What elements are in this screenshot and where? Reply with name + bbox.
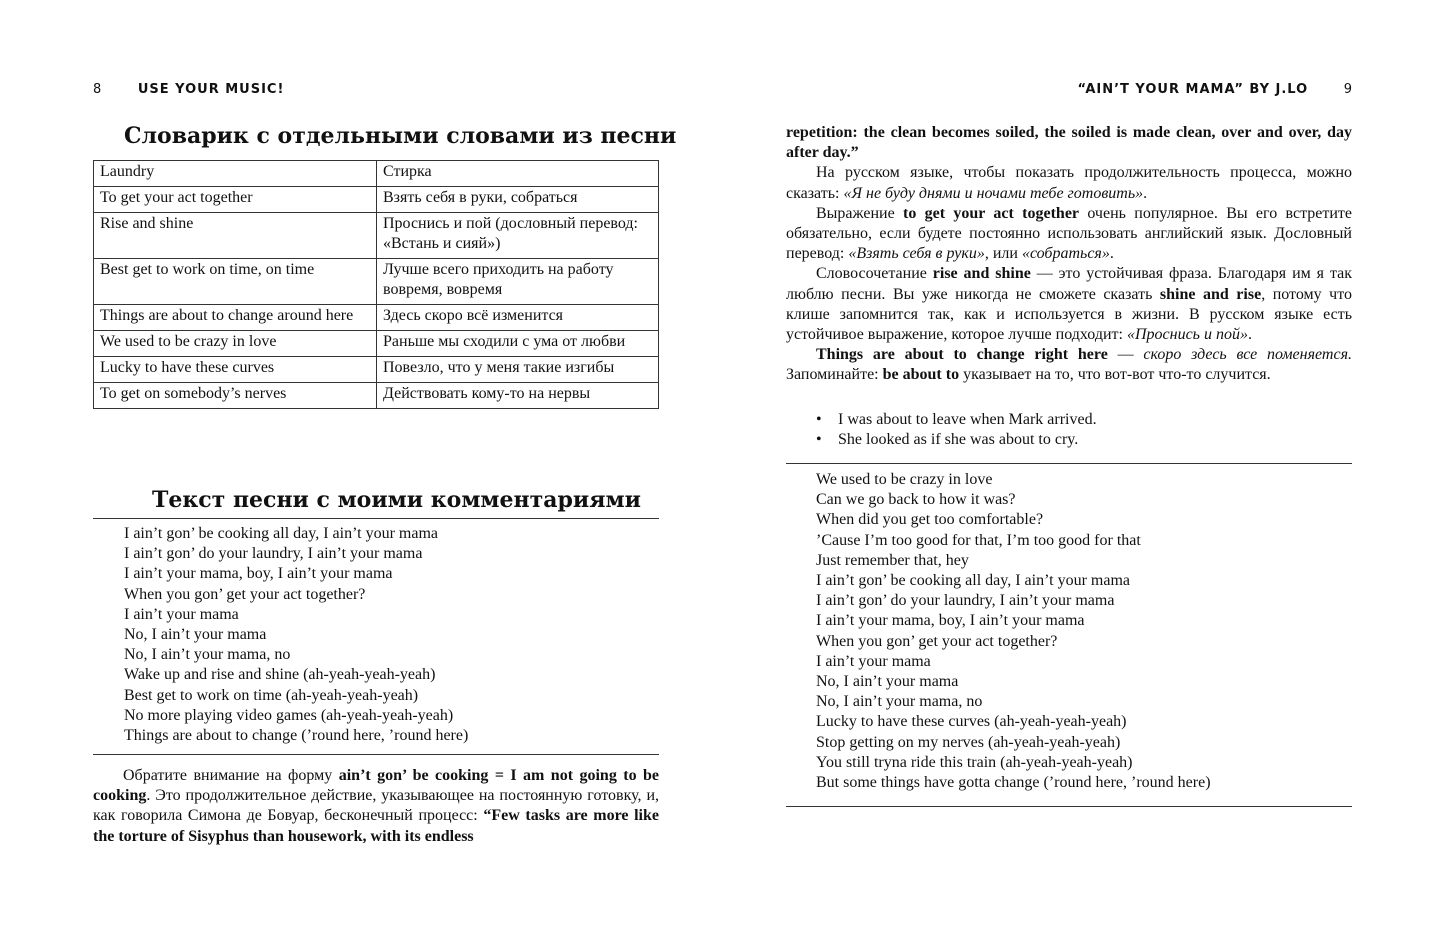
commentary-p4: Словосочетание rise and shine — это устойчивая фраза. Благодаря им я так люблю песни. Вы уже никогда не сможете сказать shine and rise, потому что клише запомнится так, как и используется в жизни. В русском языке есть устойчивое выражение, которое лучше подходит: «Проснись и пой». bbox=[786, 265, 1353, 344]
lyric-line: Things are about to change (’round here, ’round here) bbox=[124, 727, 469, 745]
page-number-left: 8 bbox=[93, 82, 103, 97]
left-page bbox=[0, 0, 722, 934]
vocab-table bbox=[93, 160, 659, 409]
vocab-russian: Действовать кому-то на нервы bbox=[377, 383, 659, 409]
vocab-row bbox=[94, 213, 659, 259]
lyric-line: When you gon’ get your act together? bbox=[124, 585, 366, 603]
lyric-line: ’Cause I’m too good for that, I’m too good for that bbox=[816, 531, 1141, 549]
lyric-line: No, I ain’t your mama, no bbox=[816, 693, 983, 711]
lyric-line: No more playing video games (ah-yeah-yeah-yeah) bbox=[124, 706, 454, 724]
lyric-line: I ain’t your mama bbox=[124, 605, 239, 623]
lyric-line: I ain’t your mama bbox=[816, 652, 931, 670]
lyric-line: I ain’t your mama, boy, I ain’t your mama bbox=[816, 612, 1085, 630]
vocab-row bbox=[94, 187, 659, 213]
vocab-english: Best get to work on time, on time bbox=[94, 259, 377, 305]
lyric-line: You still tryna ride this train (ah-yeah-yeah-yeah) bbox=[816, 753, 1133, 771]
right-page bbox=[722, 0, 1445, 934]
vocab-english: Things are about to change around here bbox=[94, 305, 377, 331]
vocab-english: Rise and shine bbox=[94, 213, 377, 259]
lyrics-block-left bbox=[124, 524, 468, 746]
vocab-row bbox=[94, 161, 659, 187]
lyric-line: No, I ain’t your mama bbox=[816, 673, 959, 691]
vocab-russian: Проснись и пой (дословный перевод: «Встань и сияй») bbox=[377, 213, 659, 259]
vocab-row bbox=[94, 383, 659, 409]
commentary-block bbox=[786, 123, 1352, 386]
commentary-p1: repetition: the clean becomes soiled, the soiled is made clean, over and over, day after day.” bbox=[786, 124, 1352, 162]
lyric-line: When you gon’ get your act together? bbox=[816, 632, 1058, 650]
lyric-line: I ain’t gon’ be cooking all day, I ain’t your mama bbox=[816, 572, 1130, 590]
right-running-head bbox=[1077, 82, 1353, 97]
lyric-line: I ain’t gon’ be cooking all day, I ain’t your mama bbox=[124, 525, 438, 542]
lyric-line: No, I ain’t your mama bbox=[124, 626, 267, 644]
lyric-line: When did you get too comfortable? bbox=[816, 511, 1044, 529]
vocab-row bbox=[94, 357, 659, 383]
comment-paragraph: Обратите внимание на форму ain’t gon’ be cooking = I am not going to be cooking. Это продолжительное действие, указывающее на постоянную готовку, и, как говорила Симона де Бовуар, бесконечный процесс: “Few tasks are more like the torture of Sisyphus than housework, with its endless bbox=[93, 767, 660, 845]
lyric-line: Can we go back to how it was? bbox=[816, 491, 1016, 509]
lyric-line: Lucky to have these curves (ah-yeah-yeah-yeah) bbox=[816, 713, 1127, 731]
lyric-line: Best get to work on time (ah-yeah-yeah-yeah) bbox=[124, 686, 419, 704]
vocab-english: To get on somebody’s nerves bbox=[94, 383, 377, 409]
page-number-right: 9 bbox=[1343, 82, 1353, 97]
vocab-russian: Повезло, что у меня такие изгибы bbox=[377, 357, 659, 383]
vocab-row bbox=[94, 331, 659, 357]
lyric-line: But some things have gotta change (’round here, ’round here) bbox=[816, 774, 1211, 792]
vocab-russian: Взять себя в руки, собраться bbox=[377, 187, 659, 213]
vocab-row bbox=[94, 259, 659, 305]
lyric-line: Stop getting on my nerves (ah-yeah-yeah-yeah) bbox=[816, 733, 1121, 751]
lyric-line: I ain’t gon’ do your laundry, I ain’t your mama bbox=[816, 592, 1115, 610]
lyrics-top-rule bbox=[93, 518, 659, 519]
vocab-english: We used to be crazy in love bbox=[94, 331, 377, 357]
lyric-line: No, I ain’t your mama, no bbox=[124, 646, 291, 664]
right-lyrics-bottom-rule bbox=[786, 806, 1352, 807]
vocab-row bbox=[94, 305, 659, 331]
lyrics-bottom-rule bbox=[93, 754, 659, 755]
running-title-right: “AIN’T YOUR MAMA” BY J.LO bbox=[1077, 82, 1309, 97]
vocab-english: Lucky to have these curves bbox=[94, 357, 377, 383]
vocab-russian: Лучше всего приходить на работу вовремя, вовремя bbox=[377, 259, 659, 305]
running-title-left: USE YOUR MUSIC! bbox=[137, 82, 285, 97]
vocab-english: To get your act together bbox=[94, 187, 377, 213]
commentary-p2: На русском языке, чтобы показать продолжительность процесса, можно сказать: «Я не буду днями и ночами тебе готовить». bbox=[786, 164, 1352, 202]
lyric-line: I ain’t gon’ do your laundry, I ain’t your mama bbox=[124, 545, 423, 563]
lyric-line: Wake up and rise and shine (ah-yeah-yeah-yeah) bbox=[124, 666, 436, 684]
commentary-p5: Things are about to change right here — скоро здесь все поменяется. Запоминайте: be about to указывает на то, что вот-вот что-то случится. bbox=[786, 346, 1353, 384]
vocab-russian: Стирка bbox=[377, 161, 659, 187]
vocab-russian: Раньше мы сходили с ума от любви bbox=[377, 331, 659, 357]
bullet-item: • She looked as if she was about to cry. bbox=[816, 430, 1097, 450]
vocab-heading: Словарик с отдельными словами из песни bbox=[124, 123, 677, 149]
example-bullet-list bbox=[816, 410, 1097, 450]
lyrics-heading: Текст песни с моими комментариями bbox=[152, 487, 641, 513]
vocab-english: Laundry bbox=[94, 161, 377, 187]
lyric-line: We used to be crazy in love bbox=[816, 471, 993, 488]
right-lyrics-top-rule bbox=[786, 463, 1352, 464]
lyric-line: I ain’t your mama, boy, I ain’t your mama bbox=[124, 565, 393, 583]
lyrics-block-right bbox=[816, 470, 1211, 793]
bullet-item: • I was about to leave when Mark arrived. bbox=[816, 410, 1097, 430]
lyric-line: Just remember that, hey bbox=[816, 551, 969, 569]
commentary-p3: Выражение to get your act together очень популярное. Вы его встретите обязательно, если будете постоянно использовать английский язык. Дословный перевод: «Взять себя в руки», или «собраться». bbox=[786, 204, 1352, 263]
vocab-russian: Здесь скоро всё изменится bbox=[377, 305, 659, 331]
left-running-head bbox=[93, 82, 284, 97]
